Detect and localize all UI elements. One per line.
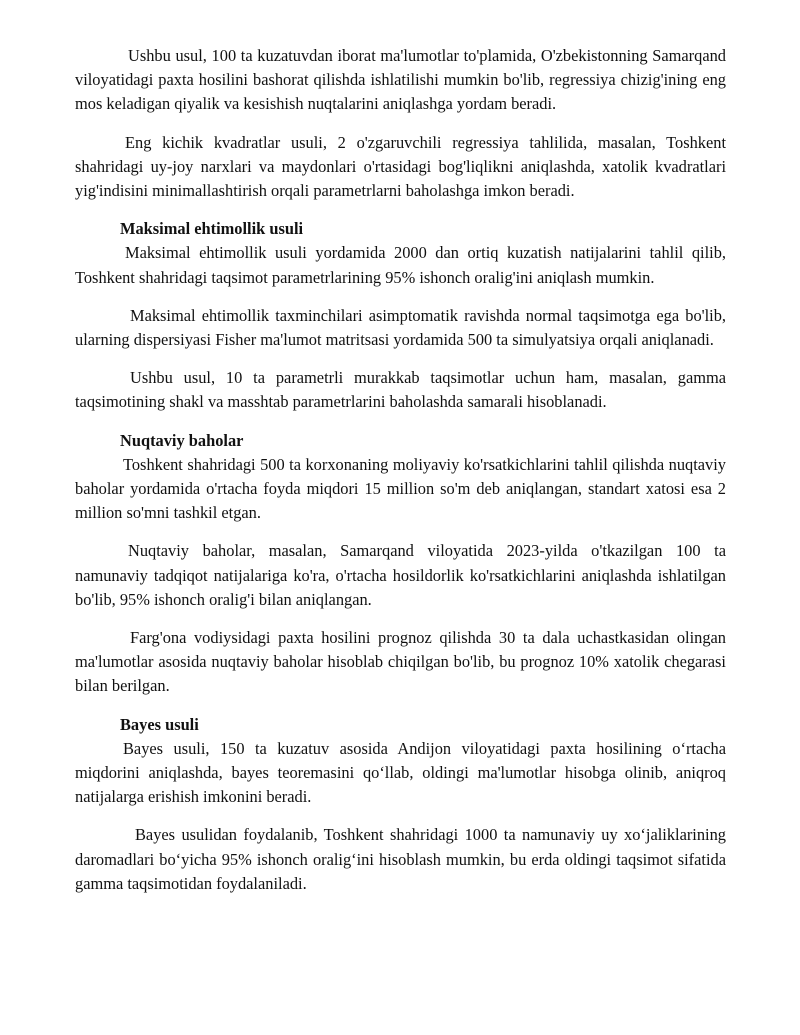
paragraph: Farg'ona vodiysidagi paxta hosilini prognoz qilishda 30 ta dala uchastkasidan olingan ma'lumotlar asosida nuqtaviy baholar hisoblab chiqilgan bo'lib, bu prognoz 10% xatolik chegarasi bilan berilgan. bbox=[75, 628, 726, 696]
paragraph: Ushbu usul, 10 ta parametrli murakkab taqsimotlar uchun ham, masalan, gamma taqsimotining shakl va masshtab parametrlarini baholashda samarali hisoblanadi. bbox=[75, 368, 726, 412]
paragraph: Eng kichik kvadratlar usuli, 2 o'zgaruvchili regressiya tahlilida, masalan, Toshkent shahridagi uy-joy narxlari va maydonlari o'rtasidagi bog'liqlikni aniqlashda, xatolik kvadratlari yig'indisini minimallashtirish orqali parametrlarni baholashga imkon beradi. bbox=[75, 132, 726, 201]
paragraph: Nuqtaviy baholar, masalan, Samarqand viloyatida 2023-yilda o'tkazilgan 100 ta namunaviy tadqiqot natijalariga ko'ra, o'rtacha hosildorlik ko'rsatkichlarini aniqlashda ishlatilgan bo'lib, 95% ishonch oralig'i bilan aniqlangan. bbox=[75, 541, 726, 609]
section-heading: Bayes usuli bbox=[120, 714, 199, 734]
paragraph: Bayes usulidan foydalanib, Toshkent shahridagi 1000 ta namunaviy uy xo‘jaliklarining daromadlari bo‘yicha 95% ishonch oralig‘ini hisoblash mumkin, bu erda oldingi taqsimot sifatida gamma taqsimotidan foydalaniladi. bbox=[75, 825, 726, 893]
section-heading: Maksimal ehtimollik usuli bbox=[120, 219, 304, 239]
section-heading: Nuqtaviy baholar bbox=[120, 430, 244, 450]
paragraph: Maksimal ehtimollik usuli yordamida 2000 dan ortiq kuzatish natijalarini tahlil qilib, Toshkent shahridagi taqsimot parametrlarining 95% ishonch oralig'ini aniqlash mumkin. bbox=[75, 243, 726, 287]
paragraph: Maksimal ehtimollik taxminchilari asimptomatik ravishda normal taqsimotga ega bo'lib, ularning dispersiyasi Fisher ma'lumot matritsasi yordamida 500 ta simulyatsiya orqali aniqlanadi. bbox=[75, 305, 726, 350]
document-page bbox=[75, 44, 726, 896]
paragraph: Ushbu usul, 100 ta kuzatuvdan iborat ma'lumotlar to'plamida, O'zbekistonning Samarqand viloyatidagi paxta hosilini bashorat qilishda ishlatilishi mumkin bo'lib, regressiya chizig'ining eng mos keladigan qiyalik va kesishish nuqtalarini aniqlashga yordam beradi. bbox=[75, 46, 726, 114]
paragraph: Bayes usuli, 150 ta kuzatuv asosida Andijon viloyatidagi paxta hosilining o‘rtacha miqdorini aniqlashda, bayes teoremasini qo‘llab, oldingi ma'lumotlar hisobga olinib, aniqroq natijalarga erishish imkonini beradi. bbox=[75, 738, 726, 807]
paragraph: Toshkent shahridagi 500 ta korxonaning moliyaviy ko'rsatkichlarini tahlil qilishda nuqtaviy baholar yordamida o'rtacha foyda miqdori 15 million so'm deb aniqlangan, standart xatosi esa 2 million so'mni tashkil etgan. bbox=[75, 454, 726, 523]
